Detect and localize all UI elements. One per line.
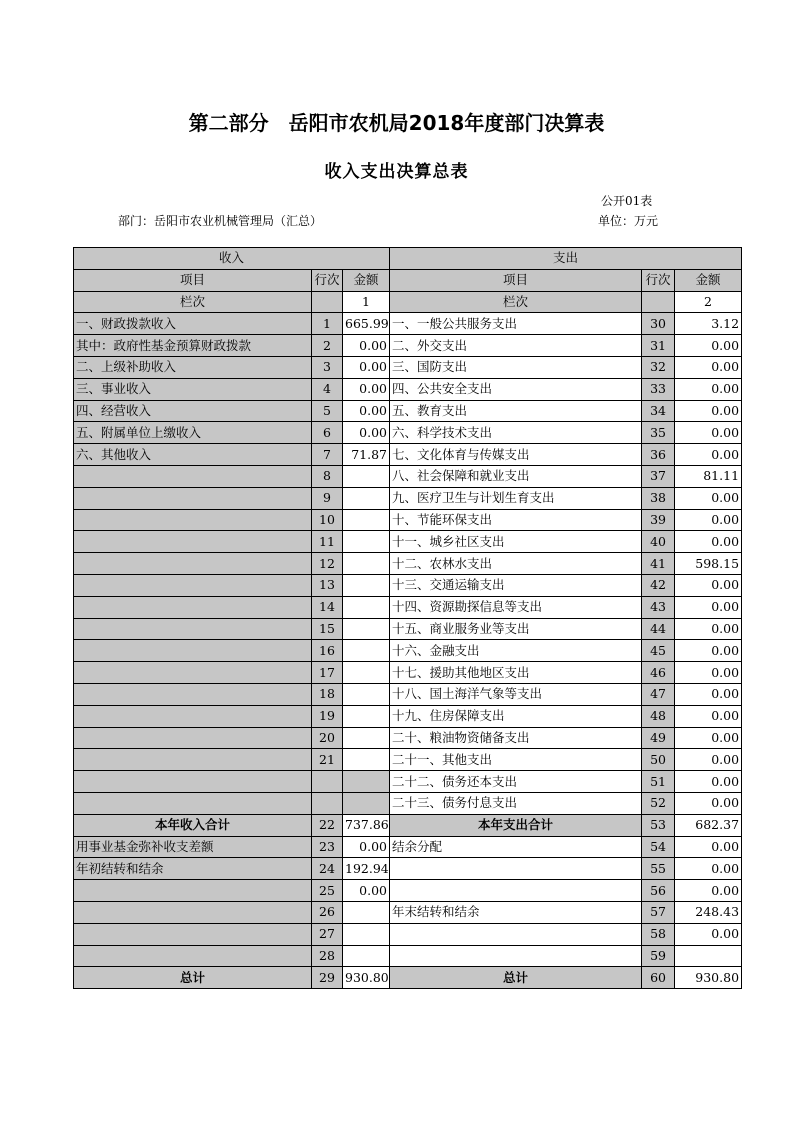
income-rowno-cell: 22	[312, 814, 343, 836]
income-amount-cell: 0.00	[343, 356, 390, 378]
income-rowno-cell: 19	[312, 705, 343, 727]
expense-item-cell	[390, 923, 642, 945]
expense-amount-cell: 0.00	[675, 400, 742, 422]
expense-item-cell: 二十二、债务还本支出	[390, 771, 642, 793]
expense-item-cell: 十一、城乡社区支出	[390, 531, 642, 553]
income-rowno-cell: 23	[312, 836, 343, 858]
expense-rowno-cell: 34	[642, 400, 675, 422]
income-header: 收入	[74, 248, 390, 270]
table-row	[74, 771, 742, 793]
table-row	[74, 836, 742, 858]
income-rowno-cell: 17	[312, 662, 343, 684]
income-item-cell	[74, 683, 312, 705]
income-rowno-cell: 1	[312, 313, 343, 335]
income-amount-cell	[343, 487, 390, 509]
expense-column-label: 栏次	[390, 291, 642, 313]
expense-rowno-cell: 30	[642, 313, 675, 335]
expense-rowno-cell: 35	[642, 422, 675, 444]
expense-rowno-cell: 43	[642, 596, 675, 618]
income-amount-cell: 665.99	[343, 313, 390, 335]
expense-amount-cell: 0.00	[675, 335, 742, 357]
expense-item-cell: 结余分配	[390, 836, 642, 858]
income-item-cell	[74, 574, 312, 596]
expense-rowno-cell: 41	[642, 553, 675, 575]
table-row	[74, 705, 742, 727]
expense-amount-cell: 0.00	[675, 487, 742, 509]
income-rowno-cell: 4	[312, 378, 343, 400]
expense-rowno-cell: 44	[642, 618, 675, 640]
income-rowno-cell: 21	[312, 749, 343, 771]
income-item-cell	[74, 792, 312, 814]
expense-item-cell: 五、教育支出	[390, 400, 642, 422]
income-item-cell: 六、其他收入	[74, 444, 312, 466]
income-rowno-cell: 9	[312, 487, 343, 509]
expense-amount-cell: 0.00	[675, 509, 742, 531]
income-item-cell	[74, 465, 312, 487]
income-rowno-cell: 26	[312, 901, 343, 923]
table-row	[74, 509, 742, 531]
income-amount-cell	[343, 465, 390, 487]
expense-rowno-cell: 48	[642, 705, 675, 727]
income-rowno-cell: 6	[312, 422, 343, 444]
table-row	[74, 858, 742, 880]
expense-item-cell: 二十、粮油物资储备支出	[390, 727, 642, 749]
income-column-label: 栏次	[74, 291, 312, 313]
income-rowno-cell: 29	[312, 967, 343, 989]
income-amount-cell: 0.00	[343, 400, 390, 422]
expense-rowno-cell: 56	[642, 880, 675, 902]
expense-amount-cell: 248.43	[675, 901, 742, 923]
table-row	[74, 640, 742, 662]
expense-amount-cell: 0.00	[675, 836, 742, 858]
table-row	[74, 727, 742, 749]
expense-item-cell: 年末结转和结余	[390, 901, 642, 923]
expense-amount-cell: 0.00	[675, 683, 742, 705]
income-amount-cell	[343, 662, 390, 684]
income-amount-cell: 0.00	[343, 335, 390, 357]
expense-item-cell: 六、科学技术支出	[390, 422, 642, 444]
expense-rowno-cell: 38	[642, 487, 675, 509]
expense-item-cell: 十四、资源勘探信息等支出	[390, 596, 642, 618]
income-item-cell	[74, 923, 312, 945]
table-row	[74, 792, 742, 814]
income-item-cell	[74, 640, 312, 662]
table-row	[74, 923, 742, 945]
expense-item-cell: 十五、商业服务业等支出	[390, 618, 642, 640]
expense-rowno-cell: 45	[642, 640, 675, 662]
expense-item-cell: 十、节能环保支出	[390, 509, 642, 531]
income-rowno-cell: 27	[312, 923, 343, 945]
expense-amount-cell: 3.12	[675, 313, 742, 335]
expense-amount-cell: 0.00	[675, 422, 742, 444]
expense-column-index: 2	[675, 291, 742, 313]
income-expense-table	[73, 247, 742, 989]
expense-amount-cell: 0.00	[675, 727, 742, 749]
expense-rowno-cell: 39	[642, 509, 675, 531]
table-row	[74, 553, 742, 575]
income-item-header: 项目	[74, 269, 312, 291]
income-item-cell	[74, 771, 312, 793]
expense-amount-cell: 0.00	[675, 618, 742, 640]
income-rowno-cell: 8	[312, 465, 343, 487]
header-row-column-index	[74, 291, 742, 313]
income-item-cell	[74, 531, 312, 553]
income-item-cell	[74, 662, 312, 684]
expense-item-cell: 八、社会保障和就业支出	[390, 465, 642, 487]
expense-rowno-cell: 53	[642, 814, 675, 836]
income-rowno-cell: 25	[312, 880, 343, 902]
header-row-columns	[74, 269, 742, 291]
income-item-cell	[74, 945, 312, 967]
income-rowno-blank	[312, 291, 343, 313]
expense-amount-cell: 0.00	[675, 378, 742, 400]
income-amount-cell	[343, 792, 390, 814]
expense-item-cell: 十六、金融支出	[390, 640, 642, 662]
expense-rowno-cell: 60	[642, 967, 675, 989]
expense-item-cell: 七、文化体育与传媒支出	[390, 444, 642, 466]
income-item-cell: 四、经营收入	[74, 400, 312, 422]
table-row	[74, 814, 742, 836]
income-item-cell	[74, 727, 312, 749]
table-row	[74, 683, 742, 705]
income-amount-cell: 71.87	[343, 444, 390, 466]
table-row	[74, 422, 742, 444]
expense-item-cell: 本年支出合计	[390, 814, 642, 836]
expense-item-cell: 九、医疗卫生与计划生育支出	[390, 487, 642, 509]
income-rowno-cell	[312, 771, 343, 793]
expense-item-cell	[390, 945, 642, 967]
income-rowno-cell	[312, 792, 343, 814]
expense-rowno-cell: 54	[642, 836, 675, 858]
expense-amount-header: 金额	[675, 269, 742, 291]
expense-rowno-cell: 51	[642, 771, 675, 793]
page-title: 第二部分 岳阳市农机局2018年度部门决算表	[188, 111, 605, 135]
income-rowno-cell: 5	[312, 400, 343, 422]
expense-rowno-cell: 55	[642, 858, 675, 880]
income-rowno-cell: 24	[312, 858, 343, 880]
income-amount-cell	[343, 901, 390, 923]
table-row	[74, 465, 742, 487]
expense-amount-cell: 0.00	[675, 749, 742, 771]
income-column-index: 1	[343, 291, 390, 313]
income-amount-cell	[343, 618, 390, 640]
expense-amount-cell: 0.00	[675, 596, 742, 618]
income-amount-cell	[343, 945, 390, 967]
income-rowno-cell: 13	[312, 574, 343, 596]
expense-rowno-cell: 31	[642, 335, 675, 357]
income-item-cell: 总计	[74, 967, 312, 989]
income-rowno-cell: 28	[312, 945, 343, 967]
table-row	[74, 335, 742, 357]
expense-amount-cell: 0.00	[675, 705, 742, 727]
income-amount-cell: 192.94	[343, 858, 390, 880]
income-item-cell	[74, 880, 312, 902]
table-row	[74, 662, 742, 684]
expense-rowno-cell: 46	[642, 662, 675, 684]
table-row	[74, 596, 742, 618]
income-amount-cell: 0.00	[343, 880, 390, 902]
expense-amount-cell: 0.00	[675, 858, 742, 880]
table-row	[74, 967, 742, 989]
unit-label: 单位：万元	[598, 214, 659, 228]
income-amount-cell	[343, 596, 390, 618]
income-rowno-cell: 2	[312, 335, 343, 357]
income-item-cell: 本年收入合计	[74, 814, 312, 836]
income-item-cell	[74, 618, 312, 640]
income-amount-cell	[343, 749, 390, 771]
expense-rowno-cell: 32	[642, 356, 675, 378]
department-label: 部门：岳阳市农业机械管理局（汇总）	[118, 214, 323, 228]
income-item-cell: 年初结转和结余	[74, 858, 312, 880]
expense-amount-cell: 0.00	[675, 356, 742, 378]
expense-rowno-cell: 57	[642, 901, 675, 923]
income-amount-header: 金额	[343, 269, 390, 291]
table-row	[74, 531, 742, 553]
table-row	[74, 945, 742, 967]
income-amount-cell	[343, 531, 390, 553]
income-item-cell	[74, 553, 312, 575]
expense-rowno-cell: 40	[642, 531, 675, 553]
income-amount-cell: 0.00	[343, 836, 390, 858]
expense-item-cell	[390, 858, 642, 880]
expense-item-cell: 十九、住房保障支出	[390, 705, 642, 727]
income-amount-cell	[343, 705, 390, 727]
expense-amount-cell: 0.00	[675, 640, 742, 662]
income-amount-cell	[343, 640, 390, 662]
expense-item-cell: 十七、援助其他地区支出	[390, 662, 642, 684]
expense-amount-cell: 0.00	[675, 662, 742, 684]
table-row	[74, 880, 742, 902]
income-item-cell	[74, 509, 312, 531]
income-rowno-cell: 11	[312, 531, 343, 553]
expense-rowno-cell: 47	[642, 683, 675, 705]
table-row	[74, 356, 742, 378]
table-row	[74, 487, 742, 509]
expense-amount-cell: 598.15	[675, 553, 742, 575]
expense-rowno-cell: 33	[642, 378, 675, 400]
expense-item-cell: 总计	[390, 967, 642, 989]
expense-amount-cell: 81.11	[675, 465, 742, 487]
income-amount-cell	[343, 727, 390, 749]
expense-amount-cell: 0.00	[675, 923, 742, 945]
table-row	[74, 901, 742, 923]
income-item-cell	[74, 596, 312, 618]
table-row	[74, 400, 742, 422]
expense-rowno-cell: 50	[642, 749, 675, 771]
income-amount-cell	[343, 574, 390, 596]
income-item-cell	[74, 901, 312, 923]
income-item-cell: 五、附属单位上缴收入	[74, 422, 312, 444]
expense-amount-cell: 0.00	[675, 771, 742, 793]
expense-amount-cell: 0.00	[675, 531, 742, 553]
header-row-section	[74, 248, 742, 270]
table-row	[74, 378, 742, 400]
income-rowno-cell: 18	[312, 683, 343, 705]
table-row	[74, 749, 742, 771]
expense-rowno-header: 行次	[642, 269, 675, 291]
income-item-cell	[74, 705, 312, 727]
expense-rowno-cell: 58	[642, 923, 675, 945]
table-row	[74, 618, 742, 640]
income-rowno-header: 行次	[312, 269, 343, 291]
expense-item-cell: 十八、国土海洋气象等支出	[390, 683, 642, 705]
income-amount-cell: 0.00	[343, 378, 390, 400]
expense-amount-cell: 0.00	[675, 444, 742, 466]
income-amount-cell: 0.00	[343, 422, 390, 444]
income-amount-cell	[343, 683, 390, 705]
expense-item-cell: 四、公共安全支出	[390, 378, 642, 400]
expense-item-cell: 二十三、债务付息支出	[390, 792, 642, 814]
income-item-cell	[74, 487, 312, 509]
expense-item-cell: 二、外交支出	[390, 335, 642, 357]
expense-item-cell: 三、国防支出	[390, 356, 642, 378]
income-rowno-cell: 12	[312, 553, 343, 575]
expense-rowno-cell: 36	[642, 444, 675, 466]
income-item-cell	[74, 749, 312, 771]
income-item-cell: 三、事业收入	[74, 378, 312, 400]
form-number: 公开01表	[601, 194, 653, 208]
expense-rowno-cell: 37	[642, 465, 675, 487]
table-row	[74, 574, 742, 596]
income-rowno-cell: 16	[312, 640, 343, 662]
table-row	[74, 313, 742, 335]
expense-header: 支出	[390, 248, 742, 270]
income-amount-cell	[343, 771, 390, 793]
expense-amount-cell: 930.80	[675, 967, 742, 989]
expense-item-cell: 二十一、其他支出	[390, 749, 642, 771]
income-rowno-cell: 7	[312, 444, 343, 466]
income-amount-cell: 930.80	[343, 967, 390, 989]
income-item-cell: 其中：政府性基金预算财政拨款	[74, 335, 312, 357]
table-row	[74, 444, 742, 466]
expense-amount-cell: 682.37	[675, 814, 742, 836]
expense-rowno-cell: 49	[642, 727, 675, 749]
income-rowno-cell: 3	[312, 356, 343, 378]
income-rowno-cell: 14	[312, 596, 343, 618]
income-rowno-cell: 10	[312, 509, 343, 531]
income-rowno-cell: 15	[312, 618, 343, 640]
expense-amount-cell: 0.00	[675, 574, 742, 596]
expense-rowno-blank	[642, 291, 675, 313]
expense-item-cell: 十三、交通运输支出	[390, 574, 642, 596]
income-item-cell: 一、财政拨款收入	[74, 313, 312, 335]
expense-rowno-cell: 59	[642, 945, 675, 967]
expense-rowno-cell: 42	[642, 574, 675, 596]
income-amount-cell: 737.86	[343, 814, 390, 836]
expense-amount-cell	[675, 945, 742, 967]
expense-item-cell	[390, 880, 642, 902]
expense-rowno-cell: 52	[642, 792, 675, 814]
income-item-cell: 用事业基金弥补收支差额	[74, 836, 312, 858]
income-amount-cell	[343, 923, 390, 945]
expense-item-header: 项目	[390, 269, 642, 291]
income-item-cell: 二、上级补助收入	[74, 356, 312, 378]
expense-amount-cell: 0.00	[675, 792, 742, 814]
expense-item-cell: 一、一般公共服务支出	[390, 313, 642, 335]
expense-item-cell: 十二、农林水支出	[390, 553, 642, 575]
income-rowno-cell: 20	[312, 727, 343, 749]
income-amount-cell	[343, 509, 390, 531]
expense-amount-cell: 0.00	[675, 880, 742, 902]
table-subtitle: 收入支出决算总表	[324, 162, 469, 182]
income-amount-cell	[343, 553, 390, 575]
